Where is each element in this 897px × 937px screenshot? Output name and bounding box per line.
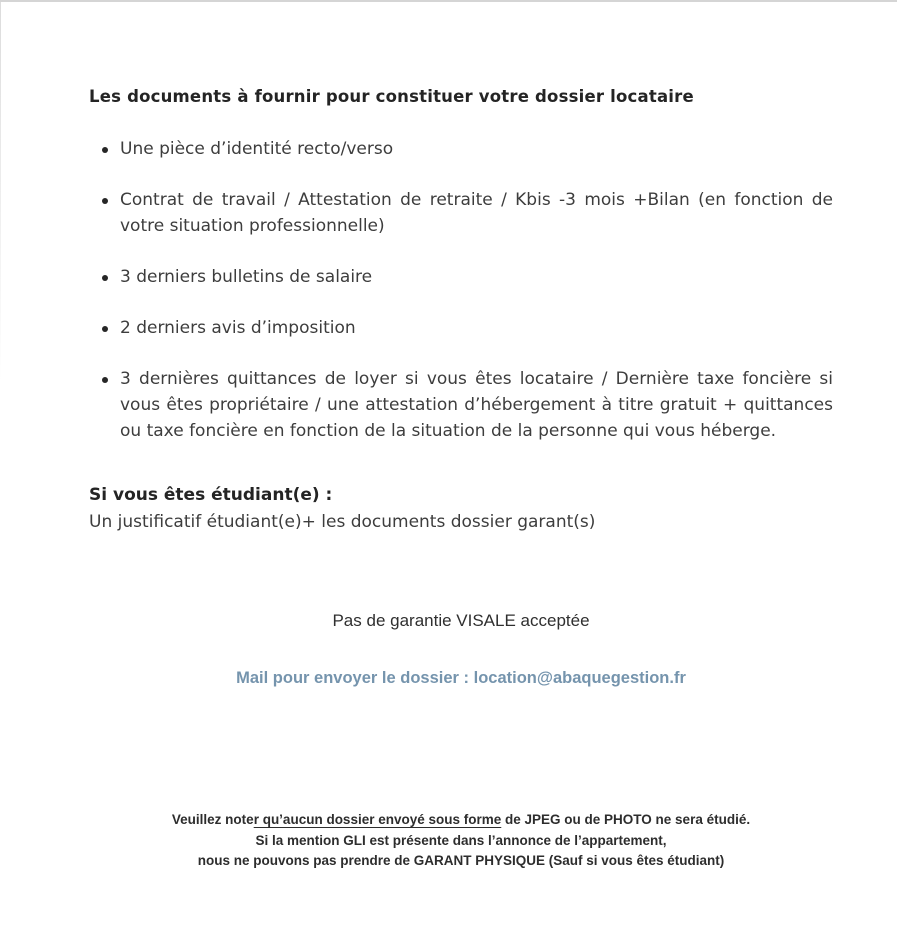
bullet-icon [102, 326, 108, 332]
page-title: Les documents à fournir pour constituer votre dossier locataire [89, 87, 694, 106]
list-item [89, 366, 833, 444]
footer-warning-line2: Si la mention GLI est présente dans l’annonce de l’appartement, [255, 832, 667, 848]
footer-warning-line3: nous ne pouvons pas prendre de GARANT PHYSIQUE (Sauf si vous êtes étudiant) [197, 853, 725, 868]
mail-instruction-label: Mail pour envoyer le dossier : [236, 669, 474, 687]
email-address: location@abaquegestion.fr [473, 669, 686, 687]
visale-note: Pas de garantie VISALE acceptée [332, 611, 590, 630]
list-item-text: 3 derniers bulletins de salaire [120, 267, 373, 287]
list-item [89, 187, 833, 239]
bullet-icon [102, 198, 108, 204]
mail-instruction [89, 666, 833, 690]
page-left-edge-line [0, 2, 1, 382]
student-section-title: Si vous êtes étudiant(e) : [89, 485, 333, 505]
footer-warning-line1 [89, 810, 833, 831]
list-item [89, 264, 833, 290]
footer-line1-underlined: r qu’aucun dossier envoyé sous forme [253, 812, 502, 827]
bullet-icon [102, 275, 108, 281]
footer-line1-suffix: de JPEG ou de PHOTO ne sera étudié. [501, 812, 751, 827]
list-item-text: Contrat de travail / Attestation de retraite / Kbis -3 mois +Bilan (en fonction de votre situation professionnelle) [120, 190, 833, 236]
list-item [89, 315, 833, 341]
list-item-text: 2 derniers avis d’imposition [120, 318, 356, 338]
required-documents-list [89, 136, 833, 444]
list-item-text: Une pièce d’identité recto/verso [120, 139, 394, 159]
footer-line1-prefix: Veuillez note [171, 812, 254, 827]
list-item-text: 3 dernières quittances de loyer si vous êtes locataire / Dernière taxe foncière si vous êtes propriétaire / une attestation d’hébergement à titre gratuit + quittances ou taxe foncière en fonction de la situation de la personne qui vous héberge. [120, 369, 833, 441]
student-section-text: Un justificatif étudiant(e)+ les documents dossier garant(s) [89, 512, 596, 532]
bullet-icon [102, 377, 108, 383]
document-page [0, 2, 897, 872]
bullet-icon [102, 147, 108, 153]
list-item [89, 136, 833, 162]
footer-warning [89, 810, 833, 872]
